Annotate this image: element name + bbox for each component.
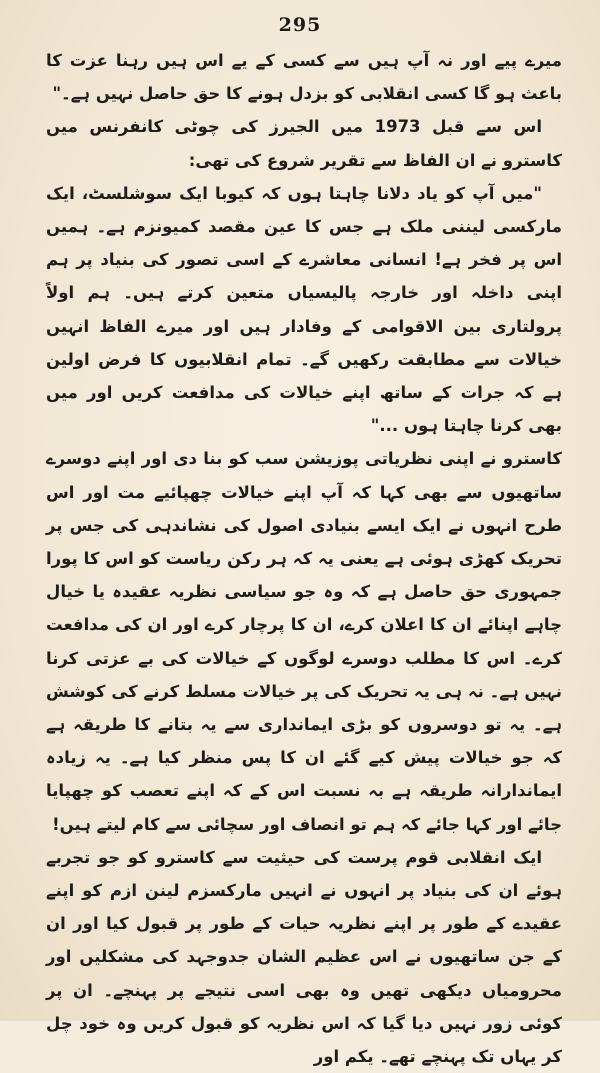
paragraph-2: اس سے قبل 1973 میں الجیرز کی چوٹی کانفرنس میں کاسترو نے ان الفاظ سے تقریر شروع کی تھی: xyxy=(46,117,562,170)
paragraph-1: میرے پیے اور نہ آپ ہیں سے کسی کے یے اس ہیں رہنا عزت کا باعث ہو گا کسی انقلابی کو بزدل ہونے کا حق حاصل نہیں ہے۔" xyxy=(46,51,562,104)
page-number: 295 xyxy=(278,14,322,36)
paragraph-4: کاسترو نے اپنی نظریاتی پوزیشن سب کو بنا دی اور اپنے دوسرے ساتھیوں سے بھی کہا کہ آپ اپنے خیالات چھپائیے مت اور اس طرح انہوں نے ایک ایسے بنیادی اصول کی نشاندہی کی جس پر تحریک کھڑی ہوئی ہے یعنی یہ کہ ہر رکن ریاست کو اس کا پورا جمہوری حق حاصل ہے کہ وہ جو سیاسی نظریہ عقیدہ یا خیال چاہے اپنائے ان کا اعلان کرے، ان کا پرچار کرے اور ان کی مدافعت کرے۔ اس کا مطلب دوسرے لوگوں کے خیالات کی بے عزتی کرنا نہیں ہے۔ نہ ہی یہ تحریک کی پر خیالات مسلط کرنے کی کوشش ہے۔ یہ تو دوسروں کو بڑی ایمانداری سے یہ بتانے کا طریقہ ہے کہ جو خیالات پیش کیے گئے ان کا پس منظر کیا ہے۔ یہ زیادہ ایماندارانہ طریقہ ہے بہ نسبت اس کے کہ اپنے تعصب کو چھپایا جائے اور کہا جائے کہ ہم تو انصاف اور سچائی سے کام لیتے ہیں! xyxy=(46,449,562,834)
quote-paragraph: "میں آپ کو یاد دلانا چاہتا ہوں کہ کیوبا ایک سوشلسٹ، ایک مارکسی لیننی ملک ہے جس کا عین مقصد کمیونزم ہے۔ ہمیں اس پر فخر ہے! انسانی معاشرے کے اسی تصور کی بنیاد پر ہم اپنی داخلہ اور خارجہ پالیسیاں متعین کرتے ہیں۔ ہم اولاً پرولتاری بین الاقوامی کے وفادار ہیں اور میرے الفاظ انہیں خیالات سے مطابقت رکھیں گے۔ تمام انقلابیوں کا فرض اولین ہے کہ جرات کے ساتھ اپنے خیالات کی مدافعت کریں اور میں بھی کرنا چاہتا ہوں ..." xyxy=(46,183,562,436)
page-body xyxy=(46,44,562,1073)
paragraph-5: ایک انقلابی قوم پرست کی حیثیت سے کاسترو کو جو تجربے ہوئے ان کی بنیاد پر انہوں نے انہیں مارکسزم لینن ازم کو اپنے عقیدے کے طور پر اپنے نظریہ حیات کے طور پر قبول کیا اور ان کے جن ساتھیوں نے اس عظیم الشان جدوجہد کی مشکلیں اور محرومیاں دیکھی تھیں وہ بھی اسی نتیجے پر پہنچے۔ ان پر کوئی زور نہیں دیا گیا کہ اس نظریہ کو قبول کریں وہ خود چل کر یہاں تک پہنچے تھے۔ یکم اور xyxy=(46,847,562,1067)
